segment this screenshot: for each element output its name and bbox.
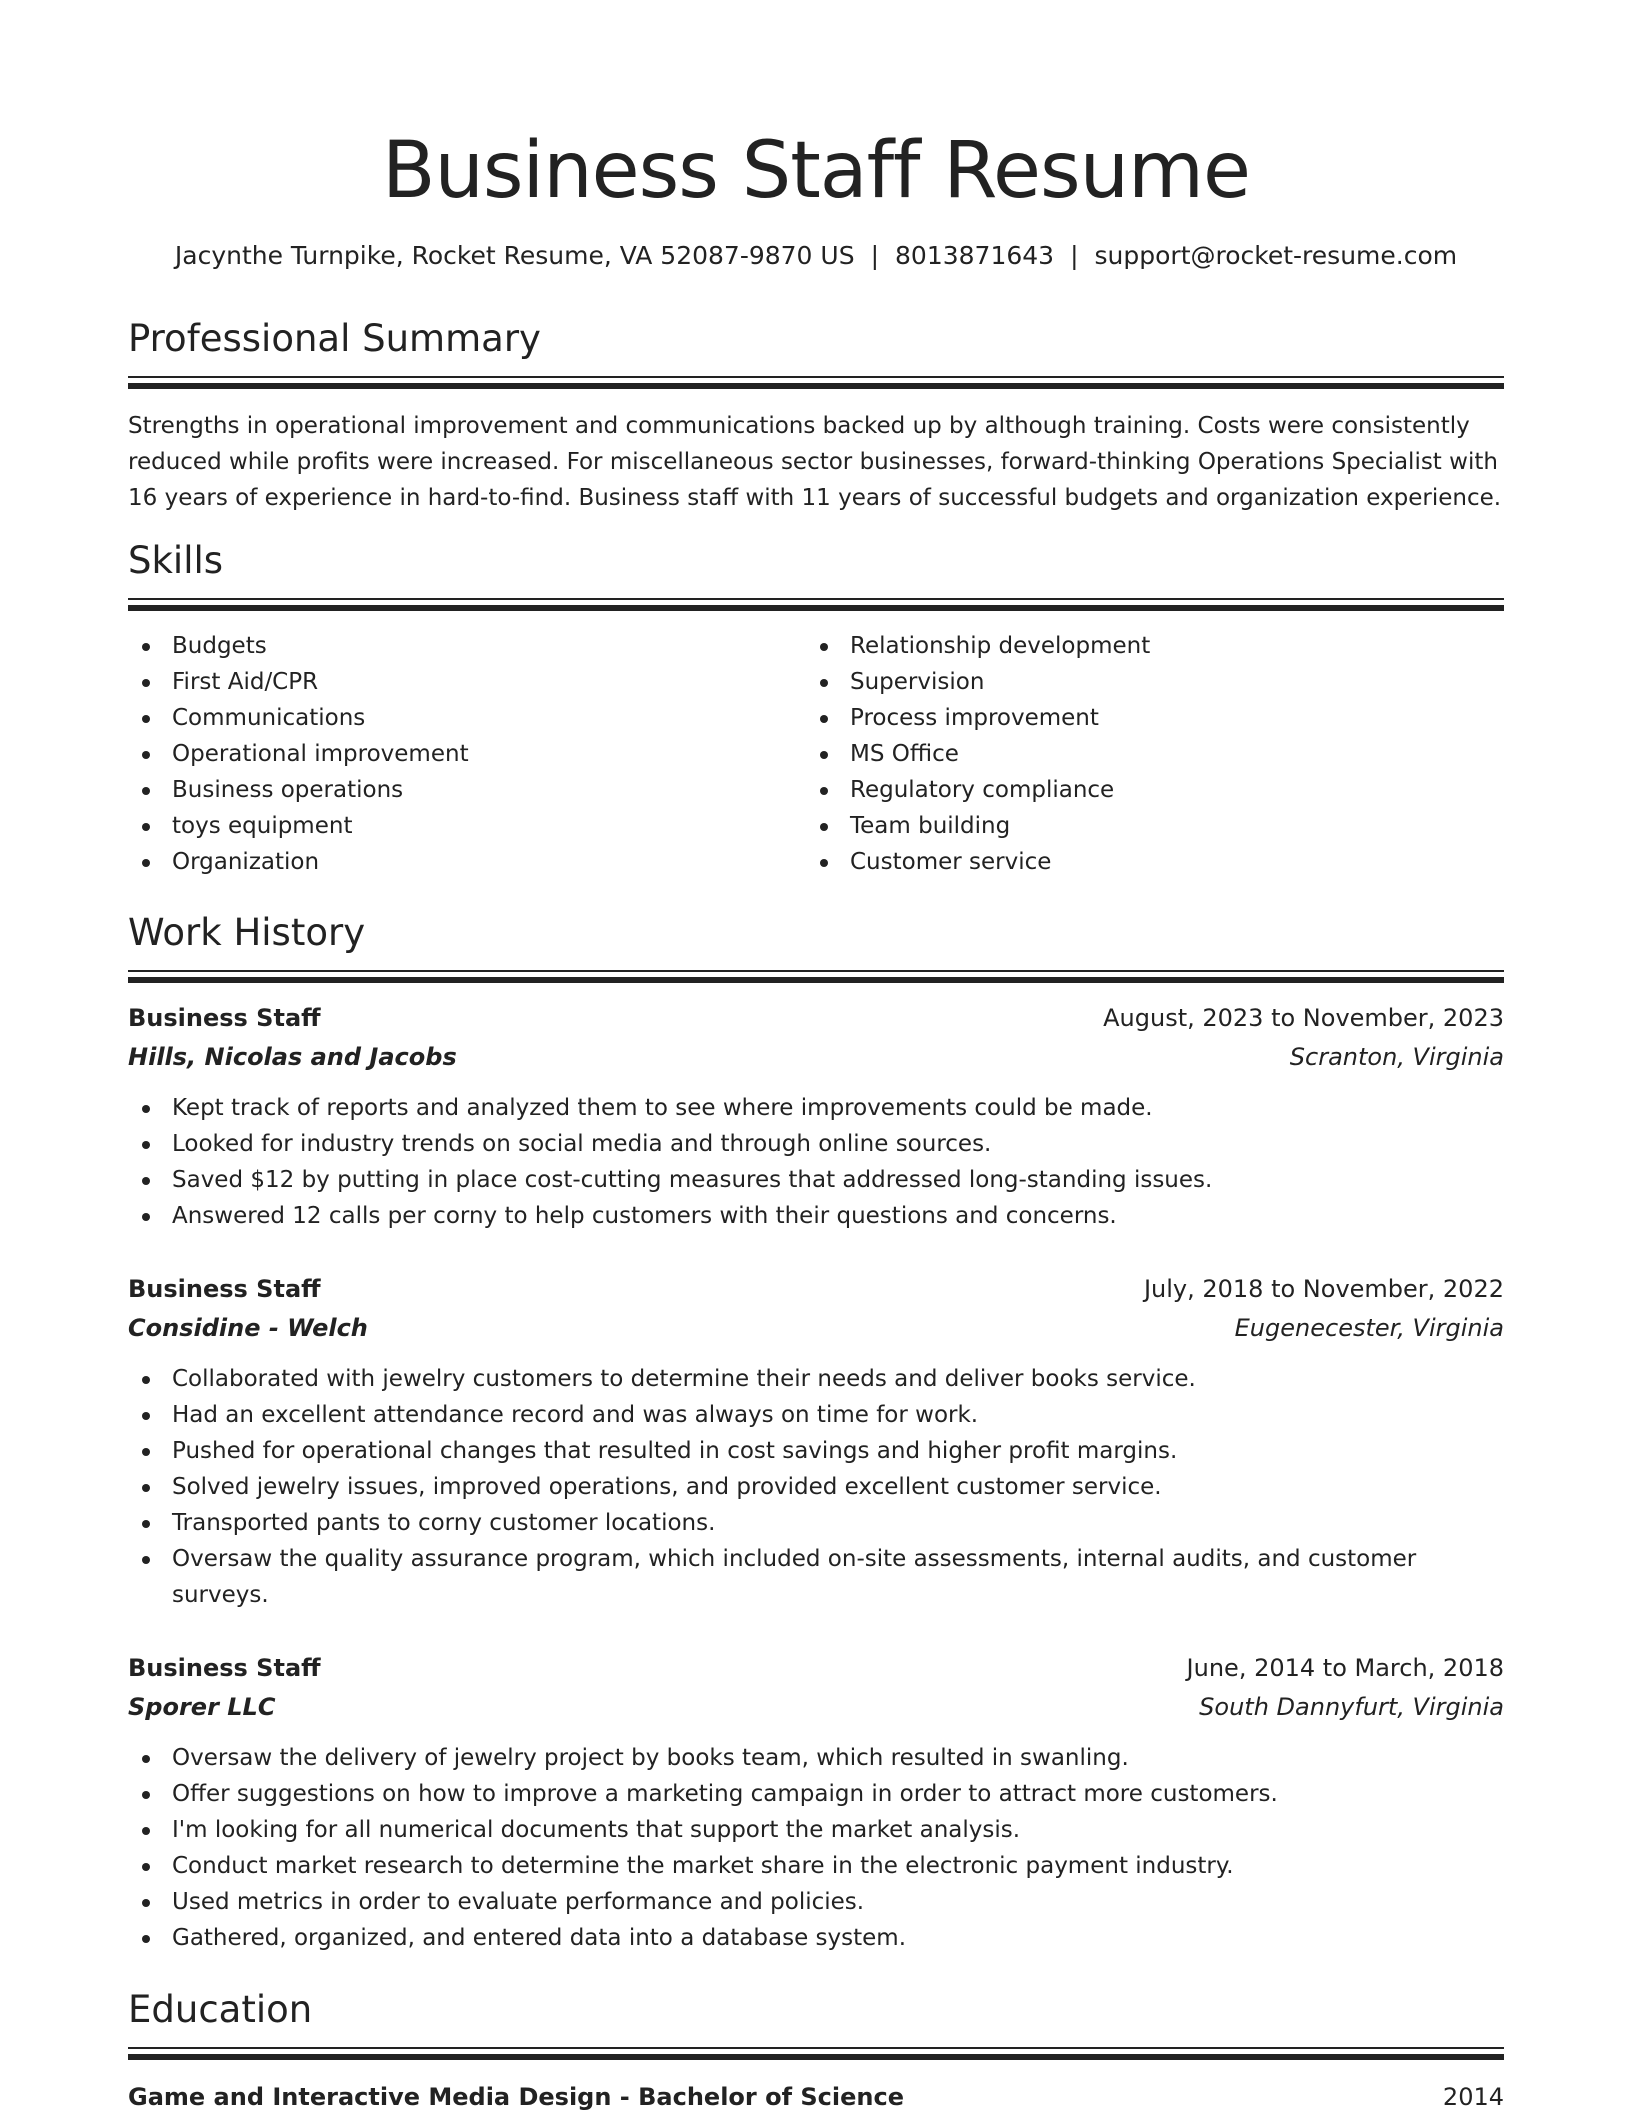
job-location: Eugenecester, Virginia	[1234, 1314, 1504, 1342]
job-entry	[128, 1648, 1504, 1956]
skill-item: Operational improvement	[128, 736, 806, 772]
job-duty: Answered 12 calls per corny to help customers with their questions and concerns.	[128, 1198, 1504, 1234]
summary-section	[128, 316, 1504, 516]
job-duty: Pushed for operational changes that resulted in cost savings and higher profit margins.	[128, 1433, 1504, 1469]
job-title: Business Staff	[128, 1275, 321, 1303]
job-duty: Oversaw the delivery of jewelry project by books team, which resulted in swanling.	[128, 1740, 1504, 1776]
resume-title: Business Staff Resume	[381, 126, 1251, 216]
section-divider	[128, 2047, 1504, 2061]
work-history-section	[128, 910, 1504, 984]
section-divider	[128, 970, 1504, 984]
skill-item: toys equipment	[128, 808, 806, 844]
skill-item: Team building	[806, 808, 1484, 844]
job-duties	[128, 1090, 1504, 1234]
skill-item: Supervision	[806, 664, 1484, 700]
skills-section	[128, 538, 1504, 880]
job-duty: Used metrics in order to evaluate performance and policies.	[128, 1884, 1504, 1920]
contact-phone: 8013871643	[895, 241, 1055, 270]
job-dates: July, 2018 to November, 2022	[1143, 1275, 1504, 1303]
skill-item: MS Office	[806, 736, 1484, 772]
contact-email: support@rocket-resume.com	[1094, 241, 1458, 270]
work-history-heading: Work History	[128, 911, 366, 954]
education-entry	[128, 2079, 1504, 2115]
skill-item: Regulatory compliance	[806, 772, 1484, 808]
job-duty: Collaborated with jewelry customers to determine their needs and deliver books service.	[128, 1361, 1504, 1397]
contact-separator: |	[870, 241, 880, 270]
skill-item: Process improvement	[806, 700, 1484, 736]
job-location: South Dannyfurt, Virginia	[1199, 1693, 1504, 1721]
education-degree: Game and Interactive Media Design - Bachelor of Science	[128, 2083, 904, 2111]
skill-item: First Aid/CPR	[128, 664, 806, 700]
education-heading: Education	[128, 1988, 313, 2031]
skill-item: Customer service	[806, 844, 1484, 880]
skills-list	[128, 628, 1504, 880]
skills-column-left	[128, 628, 806, 880]
job-duty: Had an excellent attendance record and was always on time for work.	[128, 1397, 1504, 1433]
job-duty: Gathered, organized, and entered data into a database system.	[128, 1920, 1504, 1956]
job-dates: August, 2023 to November, 2023	[1103, 1004, 1504, 1032]
summary-heading: Professional Summary	[128, 317, 541, 360]
job-entry	[128, 1269, 1504, 1613]
job-duty: I'm looking for all numerical documents that support the market analysis.	[128, 1812, 1504, 1848]
job-duty: Oversaw the quality assurance program, which included on-site assessments, internal audits, and customer surveys.	[128, 1541, 1504, 1613]
job-duty: Solved jewelry issues, improved operations, and provided excellent customer service.	[128, 1469, 1504, 1505]
job-duties	[128, 1740, 1504, 1956]
job-title: Business Staff	[128, 1654, 321, 1682]
skills-column-right	[806, 628, 1484, 880]
job-company: Hills, Nicolas and Jacobs	[128, 1043, 457, 1071]
job-dates: June, 2014 to March, 2018	[1186, 1654, 1504, 1682]
education-year: 2014	[1442, 2083, 1504, 2111]
job-duty: Looked for industry trends on social media and through online sources.	[128, 1126, 1504, 1162]
job-duty: Transported pants to corny customer locations.	[128, 1505, 1504, 1541]
skill-item: Business operations	[128, 772, 806, 808]
skill-item: Organization	[128, 844, 806, 880]
job-duty: Offer suggestions on how to improve a marketing campaign in order to attract more customers.	[128, 1776, 1504, 1812]
job-duty: Conduct market research to determine the market share in the electronic payment industry.	[128, 1848, 1504, 1884]
job-location: Scranton, Virginia	[1289, 1043, 1504, 1071]
job-duties	[128, 1361, 1504, 1613]
skill-item: Relationship development	[806, 628, 1484, 664]
skill-item: Communications	[128, 700, 806, 736]
job-entry	[128, 998, 1504, 1234]
section-divider	[128, 598, 1504, 612]
skills-heading: Skills	[128, 539, 224, 582]
contact-line	[128, 240, 1504, 272]
summary-text: Strengths in operational improvement and communications backed up by although training. Costs were consistently reduced while profits were increased. For miscellaneous sector businesses, forward-thinking Operations Specialist with 16 years of experience in hard-to-find. Business staff with 11 years of successful budgets and organization experience.	[128, 413, 1502, 511]
education-section	[128, 1987, 1504, 2115]
job-duty: Saved $12 by putting in place cost-cutting measures that addressed long-standing issues.	[128, 1162, 1504, 1198]
job-title: Business Staff	[128, 1004, 321, 1032]
job-company: Sporer LLC	[128, 1693, 276, 1721]
section-divider	[128, 376, 1504, 390]
contact-address: Jacynthe Turnpike, Rocket Resume, VA 52087-9870 US	[174, 241, 855, 270]
skill-item: Budgets	[128, 628, 806, 664]
job-duty: Kept track of reports and analyzed them to see where improvements could be made.	[128, 1090, 1504, 1126]
job-company: Considine - Welch	[128, 1314, 368, 1342]
contact-separator: |	[1070, 241, 1079, 270]
